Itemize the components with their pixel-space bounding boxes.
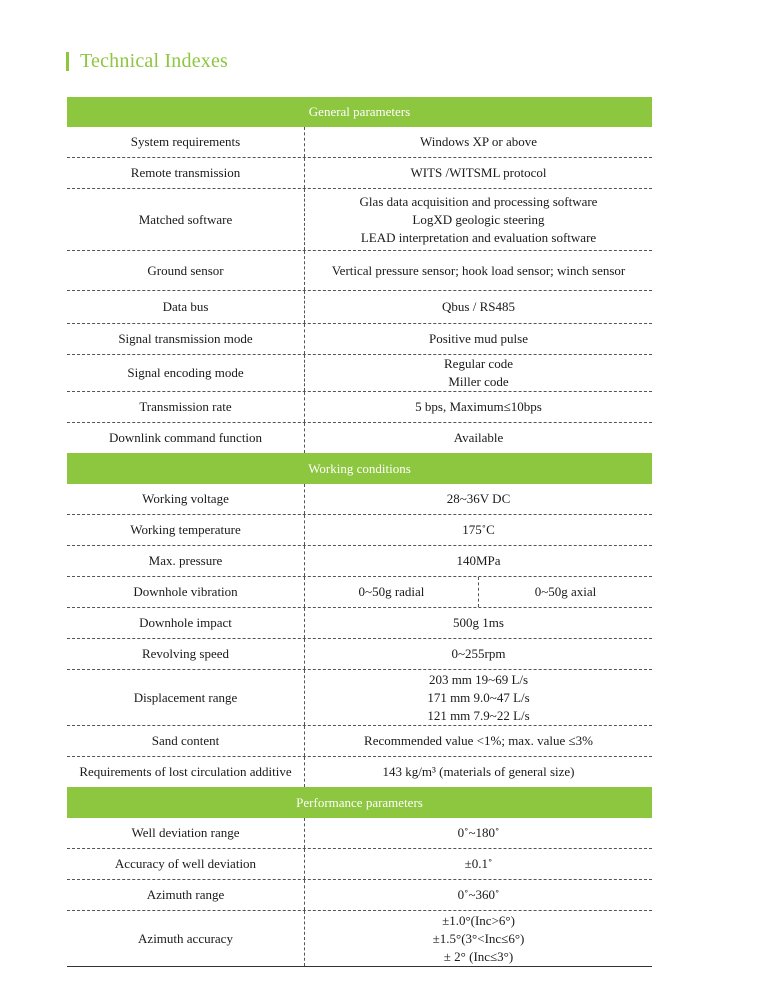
- table-row: [67, 189, 652, 251]
- row-value-line: ± 2° (Inc≤3°): [443, 948, 514, 964]
- row-value-line: 0˚~360˚: [457, 887, 500, 902]
- section-header: General parameters: [67, 97, 652, 127]
- row-label: Downhole impact: [67, 608, 305, 638]
- table-row: [67, 324, 652, 355]
- row-label: System requirements: [67, 127, 305, 157]
- row-value: [305, 670, 652, 725]
- table-row: [67, 911, 652, 967]
- row-value-line: LEAD interpretation and evaluation software: [360, 229, 597, 245]
- row-value-line: Windows XP or above: [419, 134, 538, 149]
- row-value-line: Regular code: [444, 356, 513, 371]
- row-label: Requirements of lost circulation additive: [67, 757, 305, 787]
- row-label: Azimuth range: [67, 880, 305, 910]
- row-value-line: ±1.5°(3°<Inc≤6°): [432, 930, 525, 946]
- row-label: Transmission rate: [67, 392, 305, 422]
- table-row: [67, 423, 652, 453]
- row-value: [305, 849, 652, 879]
- row-value-line: Qbus / RS485: [442, 299, 515, 314]
- table-row: [67, 515, 652, 546]
- row-label: Revolving speed: [67, 639, 305, 669]
- row-value: [305, 423, 652, 453]
- row-value-line: 0~255rpm: [451, 646, 506, 661]
- row-value-line: 171 mm 9.0~47 L/s: [427, 689, 530, 705]
- row-value-line: 175˚C: [462, 522, 495, 537]
- row-value: [305, 880, 652, 910]
- heading-accent-bar: [66, 52, 69, 71]
- row-value-line: 500g 1ms: [453, 615, 504, 630]
- table-row: [67, 291, 652, 324]
- row-value-line: 140MPa: [456, 553, 501, 568]
- section-header: Working conditions: [67, 453, 652, 484]
- row-value: [305, 911, 652, 966]
- row-value-line: 121 mm 7.9~22 L/s: [427, 707, 530, 723]
- table-row: [67, 577, 652, 608]
- row-value: [305, 726, 652, 756]
- row-value-line: Vertical pressure sensor; hook load sensor; winch sensor: [331, 262, 626, 278]
- row-value-line: Positive mud pulse: [429, 331, 528, 346]
- row-value: [305, 189, 652, 250]
- table-row: [67, 757, 652, 787]
- row-value-line: 0˚~180˚: [457, 825, 500, 840]
- spec-table: [67, 97, 652, 967]
- table-row: [67, 392, 652, 423]
- row-value: [305, 158, 652, 188]
- row-value-line: Available: [453, 430, 504, 445]
- section-header: Performance parameters: [67, 787, 652, 818]
- table-row: [67, 670, 652, 726]
- row-label: Downhole vibration: [67, 577, 305, 607]
- table-row: [67, 546, 652, 577]
- row-value: [305, 515, 652, 545]
- row-label: Sand content: [67, 726, 305, 756]
- row-label: Ground sensor: [67, 251, 305, 290]
- row-value: [305, 484, 652, 514]
- row-value: [305, 355, 652, 391]
- row-label: Downlink command function: [67, 423, 305, 453]
- row-value-line: Glas data acquisition and processing software: [359, 193, 598, 209]
- row-label: Max. pressure: [67, 546, 305, 576]
- row-label: Signal transmission mode: [67, 324, 305, 354]
- row-value-line: ±1.0°(Inc>6°): [442, 912, 515, 928]
- row-label: Signal encoding mode: [67, 355, 305, 391]
- row-value-line: 28~36V DC: [446, 491, 511, 506]
- row-label: Azimuth accuracy: [67, 911, 305, 966]
- row-label: Well deviation range: [67, 818, 305, 848]
- row-value: [305, 639, 652, 669]
- row-value: [305, 818, 652, 848]
- row-label: Displacement range: [67, 670, 305, 725]
- table-row: [67, 484, 652, 515]
- row-label: Data bus: [67, 291, 305, 323]
- table-row: [67, 818, 652, 849]
- row-value: [305, 291, 652, 323]
- row-value: [305, 392, 652, 422]
- row-value-line: LogXD geologic steering: [412, 211, 545, 227]
- page-title: Technical Indexes: [80, 49, 229, 72]
- row-value-part: 0~50g radial: [305, 577, 479, 607]
- row-value: [305, 324, 652, 354]
- table-row: [67, 639, 652, 670]
- row-value-line: 5 bps, Maximum≤10bps: [415, 399, 542, 414]
- page-heading: [66, 50, 228, 72]
- table-row: [67, 849, 652, 880]
- row-value-line: WITS /WITSML protocol: [410, 165, 547, 180]
- row-value: [305, 608, 652, 638]
- row-value-line: Miller code: [448, 374, 509, 389]
- row-label: Working voltage: [67, 484, 305, 514]
- row-label: Accuracy of well deviation: [67, 849, 305, 879]
- row-value: [305, 251, 652, 290]
- table-row: [67, 251, 652, 291]
- row-value-line: 143 kg/m³ (materials of general size): [382, 764, 575, 779]
- row-value: [305, 127, 652, 157]
- row-value-line: ±0.1˚: [464, 856, 493, 871]
- row-value-split: [305, 577, 652, 607]
- row-value: [305, 757, 652, 787]
- row-value-part: 0~50g axial: [534, 584, 597, 599]
- table-row: [67, 726, 652, 757]
- row-value-line: 203 mm 19~69 L/s: [428, 671, 529, 687]
- table-row: [67, 608, 652, 639]
- row-label: Working temperature: [67, 515, 305, 545]
- table-row: [67, 127, 652, 158]
- row-value-line: Recommended value <1%; max. value ≤3%: [364, 733, 593, 748]
- row-label: Remote transmission: [67, 158, 305, 188]
- row-label: Matched software: [67, 189, 305, 250]
- table-row: [67, 355, 652, 392]
- table-row: [67, 158, 652, 189]
- row-value: [305, 546, 652, 576]
- table-row: [67, 880, 652, 911]
